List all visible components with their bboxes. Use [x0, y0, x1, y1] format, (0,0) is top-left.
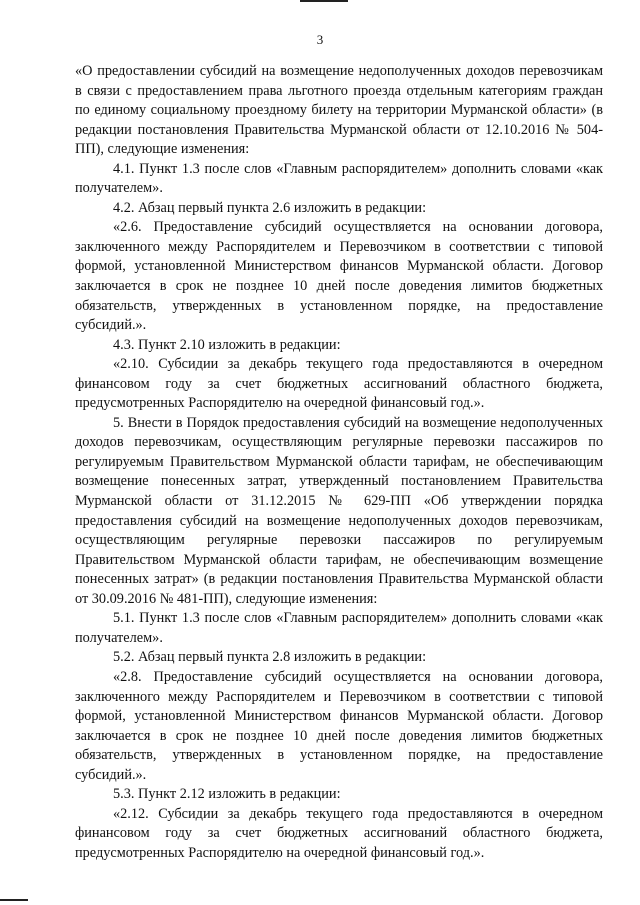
paragraph-decree-title: «О предоставлении субсидий на возмещение недополученных доходов перевозчикам в связи с предоставлением права льготного проезда отдельным категориям граждан по единому социальному проездному билету на территории Мурманской области» (в редакции постановления Правительства Мурманской области от 12.10.2016 № 504-ПП), следующие изменения: — [75, 63, 603, 158]
page-number: 3 — [316, 32, 324, 47]
paragraph-4-3: 4.3. Пункт 2.10 изложить в редакции: — [113, 336, 341, 353]
paragraph-2-12-quote: «2.12. Субсидии за декабрь текущего года предоставляются в очередном финансовом году за счет бюджетных ассигнований областного бюджета, предусмотренных Распорядителю на очередной финансовый год.». — [75, 805, 603, 861]
paragraph-5-1: 5.1. Пункт 1.3 после слов «Главным распорядителем» дополнить словами «как получателем». — [75, 610, 603, 646]
paragraph-4-2: 4.2. Абзац первый пункта 2.6 изложить в редакции: — [113, 199, 427, 216]
paragraph-4-1: 4.1. Пункт 1.3 после слов «Главным распорядителем» дополнить словами «как получателем». — [75, 160, 603, 197]
document-body — [75, 62, 603, 863]
paragraph-2-10-quote: «2.10. Субсидии за декабрь текущего года предоставляются в очередном финансовом году за счет бюджетных ассигнований областного бюджета, предусмотренных Распорядителю на очередной финансовый год.». — [75, 356, 603, 412]
paragraph-5: 5. Внести в Порядок предоставления субсидий на возмещение недополученных доходов перевозчикам, осуществляющим регулярные перевозки пассажиров по регулируемым Правительством Мурманской области тарифам, не обеспечивающим возмещение понесенных затрат, утвержденный постановлением Правительства Мурманской области от 31.12.2015 № 629-ПП «Об утверждении порядка предоставления субсидий на возмещение недополученных доходов перевозчикам, осуществляющим регулярные перевозки пассажиров по регулируемым Правительством Мурманской области тарифам, не обеспечивающим возмещение понесенных затрат» (в редакции постановления Правительства Мурманской области от 30.09.2016 № 481-ПП), следующие изменения: — [75, 414, 603, 607]
top-edge-rule — [300, 0, 348, 2]
paragraph-2-8-quote: «2.8. Предоставление субсидий осуществляется на основании договора, заключенного между Распорядителем и Перевозчиком в соответствии с типовой формой, установленной Министерством финансов Мурманской области. Договор заключается в срок не позднее 10 дней после доведения лимитов бюджетных обязательств, утвержденных в установленном порядке, на предоставление субсидий.». — [75, 668, 603, 783]
paragraph-5-3: 5.3. Пункт 2.12 изложить в редакции: — [113, 786, 341, 803]
paragraph-2-6-quote: «2.6. Предоставление субсидий осуществляется на основании договора, заключенного между Распорядителем и Перевозчиком в соответствии с типовой формой, установленной Министерством финансов Мурманской области. Договор заключается в срок не позднее 10 дней после доведения лимитов бюджетных обязательств, утвержденных в установленном порядке, на предоставление субсидий.». — [75, 219, 603, 334]
paragraph-5-2: 5.2. Абзац первый пункта 2.8 изложить в редакции: — [113, 649, 427, 666]
bottom-edge-rule — [0, 899, 28, 901]
